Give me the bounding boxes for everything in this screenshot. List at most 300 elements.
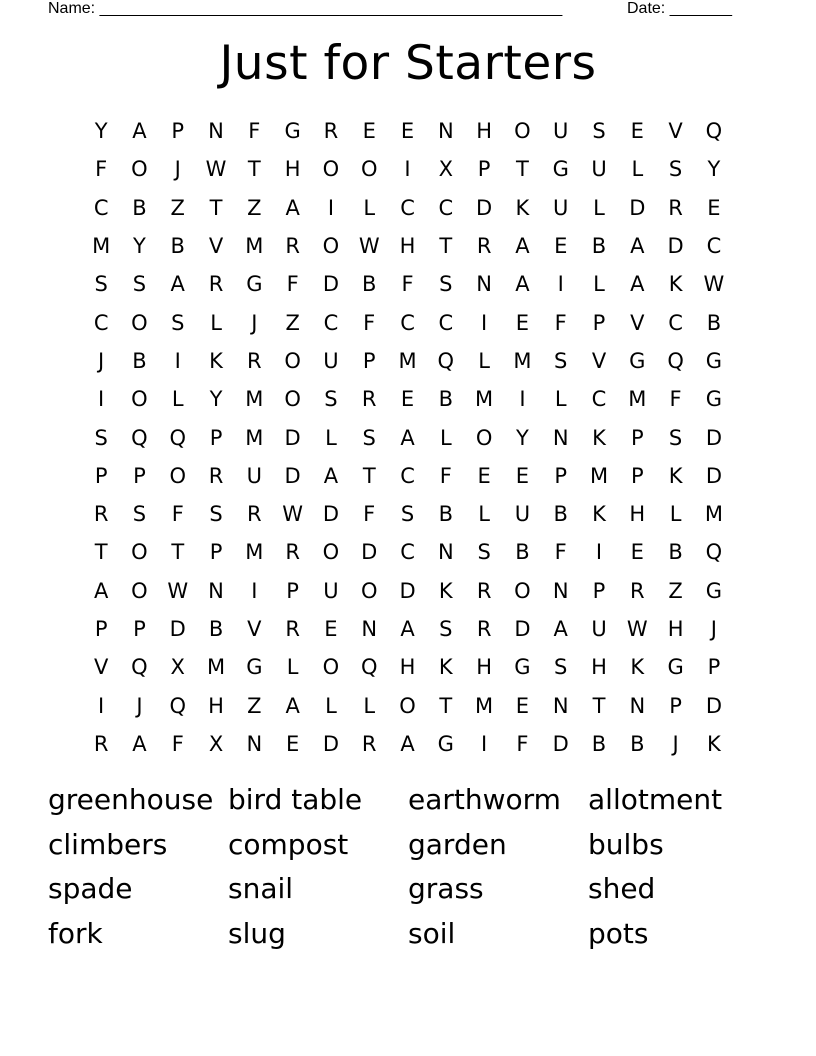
grid-letter[interactable]: O — [514, 119, 531, 144]
grid-letter[interactable]: B — [591, 731, 607, 756]
grid-letter[interactable]: C — [438, 195, 454, 220]
grid-letter[interactable]: H — [591, 655, 607, 680]
grid-letter[interactable]: A — [400, 617, 415, 641]
grid-letter[interactable]: S — [324, 387, 338, 412]
grid-letter[interactable]: C — [668, 310, 683, 335]
grid-letter[interactable]: T — [516, 157, 529, 182]
grid-letter[interactable]: D — [361, 540, 378, 565]
grid-letter[interactable]: S — [209, 502, 223, 527]
grid-letter[interactable]: M — [245, 234, 264, 259]
grid-letter[interactable]: F — [171, 502, 184, 527]
grid-letter[interactable]: R — [285, 540, 300, 565]
grid-letter[interactable]: L — [325, 425, 337, 450]
grid-letter[interactable]: E — [515, 310, 530, 335]
grid-letter[interactable]: M — [704, 502, 723, 527]
grid-letter[interactable]: F — [363, 502, 376, 527]
grid-letter[interactable]: G — [284, 119, 301, 144]
grid-letter[interactable]: A — [515, 234, 530, 259]
grid-letter[interactable]: I — [481, 310, 488, 335]
grid-letter[interactable]: I — [519, 387, 526, 412]
grid-letter[interactable]: U — [323, 578, 339, 603]
grid-letter[interactable]: J — [672, 731, 679, 756]
grid-letter[interactable]: A — [630, 272, 645, 297]
grid-letter[interactable]: C — [400, 540, 415, 565]
grid-letter[interactable]: W — [282, 502, 304, 527]
grid-letter[interactable]: N — [208, 119, 224, 144]
grid-letter[interactable]: Q — [705, 540, 723, 565]
grid-letter[interactable]: R — [361, 731, 377, 756]
grid-letter[interactable]: C — [706, 234, 722, 259]
grid-letter[interactable]: Y — [209, 387, 223, 412]
grid-letter[interactable]: K — [668, 463, 683, 488]
grid-letter[interactable]: U — [514, 502, 531, 527]
grid-letter[interactable]: J — [174, 157, 181, 182]
grid-letter[interactable]: T — [439, 234, 453, 259]
grid-letter[interactable]: P — [286, 578, 299, 603]
grid-letter[interactable]: V — [247, 617, 262, 641]
grid-letter[interactable]: M — [92, 234, 111, 259]
grid-letter[interactable]: B — [362, 272, 377, 297]
grid-letter[interactable]: M — [245, 387, 264, 412]
grid-letter[interactable]: W — [703, 272, 725, 297]
grid-letter[interactable]: B — [668, 540, 683, 565]
grid-letter[interactable]: B — [630, 731, 645, 756]
grid-letter[interactable]: M — [206, 655, 226, 680]
grid-letter[interactable]: F — [248, 119, 261, 144]
grid-letter[interactable]: O — [284, 387, 301, 412]
grid-letter[interactable]: K — [668, 272, 683, 297]
grid-letter[interactable]: Q — [360, 655, 378, 680]
grid-letter[interactable]: P — [209, 540, 223, 565]
grid-letter[interactable]: M — [245, 540, 264, 565]
grid-letter[interactable]: E — [515, 463, 530, 488]
grid-letter[interactable]: Q — [169, 425, 186, 450]
grid-letter[interactable]: R — [476, 617, 492, 641]
grid-letter[interactable]: H — [476, 655, 493, 680]
grid-letter[interactable]: E — [707, 195, 721, 220]
grid-letter[interactable]: S — [362, 425, 376, 450]
grid-letter[interactable]: A — [132, 731, 147, 756]
grid-letter[interactable]: M — [628, 387, 647, 412]
grid-letter[interactable]: R — [247, 502, 262, 527]
grid-letter[interactable]: E — [630, 540, 644, 565]
grid-letter[interactable]: X — [438, 157, 454, 182]
grid-letter[interactable]: F — [363, 310, 376, 335]
grid-letter[interactable]: A — [630, 234, 645, 259]
grid-letter[interactable]: O — [322, 157, 340, 182]
grid-letter[interactable]: L — [593, 272, 605, 297]
grid-letter[interactable]: P — [171, 119, 185, 144]
grid-letter[interactable]: R — [476, 234, 492, 259]
grid-letter[interactable]: E — [362, 119, 376, 144]
grid-letter[interactable]: R — [93, 502, 109, 527]
grid-letter[interactable]: A — [553, 617, 568, 641]
grid-letter[interactable]: V — [591, 348, 607, 373]
grid-letter[interactable]: O — [169, 463, 186, 488]
grid-letter[interactable]: H — [667, 617, 684, 641]
grid-row — [82, 457, 733, 495]
grid-letter[interactable]: D — [322, 731, 340, 756]
grid-letter[interactable]: D — [705, 693, 722, 718]
grid-letter[interactable]: G — [246, 655, 263, 680]
grid-letter[interactable]: B — [170, 234, 185, 259]
grid-letter[interactable]: P — [592, 310, 606, 335]
grid-letter[interactable]: A — [323, 463, 339, 488]
grid-letter[interactable]: O — [360, 578, 378, 603]
grid-letter[interactable]: E — [477, 463, 491, 488]
grid-letter[interactable]: M — [245, 425, 264, 450]
grid-letter[interactable]: G — [667, 655, 684, 680]
grid-letter[interactable]: L — [554, 387, 567, 412]
grid-letter[interactable]: S — [554, 348, 568, 373]
grid-letter[interactable]: T — [362, 463, 376, 488]
word-list-item: earthworm — [408, 783, 561, 816]
grid-letter[interactable]: G — [552, 157, 569, 182]
grid-letter[interactable]: A — [170, 272, 185, 297]
grid-letter[interactable]: O — [131, 578, 148, 603]
grid-letter[interactable]: Q — [705, 119, 723, 144]
grid-letter[interactable]: E — [400, 387, 415, 412]
grid-letter[interactable]: B — [208, 617, 224, 641]
grid-row — [82, 189, 733, 227]
grid-letter[interactable]: S — [94, 425, 108, 450]
grid-letter[interactable]: H — [284, 157, 301, 182]
grid-letter[interactable]: O — [322, 655, 340, 680]
grid-letter[interactable]: P — [477, 157, 491, 182]
grid-letter[interactable]: L — [325, 693, 337, 718]
grid-letter[interactable]: P — [630, 463, 644, 488]
grid-letter[interactable]: O — [284, 348, 301, 373]
grid-letter[interactable]: U — [323, 348, 339, 373]
grid-letter[interactable]: L — [593, 195, 605, 220]
grid-letter[interactable]: G — [705, 578, 723, 603]
grid-letter[interactable]: V — [630, 310, 645, 335]
grid-letter[interactable]: L — [363, 693, 376, 718]
grid-letter[interactable]: O — [399, 693, 416, 718]
grid-letter[interactable]: L — [631, 157, 644, 182]
grid-letter[interactable]: A — [515, 272, 530, 297]
grid-letter[interactable]: B — [438, 502, 454, 527]
grid-letter[interactable]: R — [668, 195, 683, 220]
word-list-item: bird table — [228, 783, 363, 816]
grid-letter[interactable]: R — [208, 463, 224, 488]
grid-letter[interactable]: N — [552, 693, 569, 718]
grid-letter[interactable]: T — [247, 157, 261, 182]
grid-letter[interactable]: D — [476, 195, 493, 220]
grid-letter[interactable]: A — [400, 731, 415, 756]
grid-letter[interactable]: N — [437, 540, 454, 565]
grid-letter[interactable]: Q — [667, 348, 684, 373]
grid-letter[interactable]: B — [591, 234, 607, 259]
grid-letter[interactable]: C — [93, 310, 109, 335]
grid-letter[interactable]: G — [629, 348, 646, 373]
grid-letter[interactable]: B — [553, 502, 568, 527]
grid-letter[interactable]: X — [170, 655, 185, 680]
grid-letter[interactable]: L — [210, 310, 222, 335]
grid-letter[interactable]: U — [553, 195, 569, 220]
grid-letter[interactable]: M — [475, 387, 494, 412]
grid-letter[interactable]: I — [98, 387, 105, 412]
grid-letter[interactable]: P — [209, 425, 223, 450]
grid-letter[interactable]: C — [400, 195, 415, 220]
grid-letter[interactable]: N — [437, 119, 454, 144]
grid-letter[interactable]: E — [400, 119, 415, 144]
grid-letter[interactable]: W — [358, 234, 380, 259]
grid-letter[interactable]: N — [476, 272, 492, 297]
grid-letter[interactable]: D — [705, 463, 722, 488]
grid-letter[interactable]: N — [208, 578, 224, 603]
grid-letter[interactable]: D — [284, 425, 301, 450]
grid-letter[interactable]: S — [668, 425, 683, 450]
grid-letter[interactable]: H — [476, 119, 493, 144]
grid-letter[interactable]: M — [398, 348, 417, 373]
grid-letter[interactable]: L — [669, 502, 682, 527]
grid-letter[interactable]: O — [322, 540, 340, 565]
grid-letter[interactable]: H — [208, 693, 224, 718]
grid-letter[interactable]: M — [513, 348, 532, 373]
grid-letter[interactable]: P — [630, 425, 644, 450]
grid-letter[interactable]: A — [285, 693, 300, 718]
grid-letter[interactable]: S — [94, 272, 108, 297]
grid-letter[interactable]: B — [132, 348, 147, 373]
grid-letter[interactable]: Z — [285, 310, 300, 335]
grid-letter[interactable]: H — [629, 502, 646, 527]
grid-letter[interactable]: N — [629, 693, 646, 718]
grid-letter[interactable]: B — [132, 195, 147, 220]
grid-letter[interactable]: N — [246, 731, 263, 756]
grid-letter[interactable]: J — [710, 617, 717, 641]
grid-letter[interactable]: F — [439, 463, 452, 488]
grid-letter[interactable]: D — [322, 502, 340, 527]
grid-letter[interactable]: K — [438, 578, 453, 603]
grid-letter[interactable]: Y — [516, 425, 529, 450]
grid-row — [82, 303, 733, 341]
grid-letter[interactable]: D — [705, 425, 722, 450]
grid-letter[interactable]: M — [589, 463, 609, 488]
grid-letter[interactable]: O — [514, 578, 531, 603]
grid-letter[interactable]: I — [251, 578, 258, 603]
grid-letter[interactable]: H — [399, 655, 416, 680]
grid-letter[interactable]: R — [247, 348, 262, 373]
grid-letter[interactable]: Z — [247, 693, 262, 718]
grid-letter[interactable]: S — [132, 502, 147, 527]
grid-letter[interactable]: L — [286, 655, 299, 680]
grid-letter[interactable]: I — [595, 540, 603, 565]
grid-row — [82, 648, 733, 686]
grid-letter[interactable]: C — [400, 463, 415, 488]
grid-letter[interactable]: Y — [133, 234, 146, 259]
grid-letter[interactable]: I — [557, 272, 564, 297]
grid-letter[interactable]: T — [94, 540, 108, 565]
grid-letter[interactable]: D — [284, 463, 301, 488]
grid-letter[interactable]: V — [93, 655, 109, 680]
grid-letter[interactable]: C — [400, 310, 415, 335]
grid-letter[interactable]: L — [439, 425, 452, 450]
grid-letter[interactable]: F — [286, 272, 299, 297]
grid-letter[interactable]: O — [360, 157, 378, 182]
grid-letter[interactable]: T — [592, 693, 606, 718]
grid-letter[interactable]: L — [363, 195, 376, 220]
grid-letter[interactable]: A — [132, 119, 147, 144]
grid-letter[interactable]: T — [209, 195, 223, 220]
grid-letter[interactable]: W — [205, 157, 227, 182]
grid-letter[interactable]: K — [515, 195, 530, 220]
grid-letter[interactable]: Z — [668, 578, 683, 603]
grid-letter[interactable]: P — [592, 578, 606, 603]
grid-letter[interactable]: F — [171, 731, 184, 756]
grid-letter[interactable]: U — [591, 617, 607, 641]
grid-letter[interactable]: S — [439, 272, 453, 297]
grid-letter[interactable]: O — [131, 387, 148, 412]
grid-letter[interactable]: J — [251, 310, 258, 335]
grid-letter[interactable]: D — [629, 195, 646, 220]
grid-letter[interactable]: B — [706, 310, 722, 335]
grid-letter[interactable]: D — [667, 234, 684, 259]
grid-letter[interactable]: E — [554, 234, 568, 259]
grid-letter[interactable]: S — [400, 502, 415, 527]
grid-letter[interactable]: R — [208, 272, 224, 297]
grid-letter[interactable]: B — [438, 387, 454, 412]
grid-letter[interactable]: F — [95, 157, 108, 182]
grid-letter[interactable]: I — [481, 731, 488, 756]
grid-letter[interactable]: Z — [170, 195, 185, 220]
date-field-label[interactable]: Date: _______ — [627, 0, 732, 17]
grid-letter[interactable]: E — [285, 731, 300, 756]
grid-letter[interactable]: D — [169, 617, 186, 641]
grid-letter[interactable]: R — [93, 731, 109, 756]
grid-letter[interactable]: O — [322, 234, 340, 259]
grid-letter[interactable]: A — [285, 195, 300, 220]
grid-letter[interactable]: S — [592, 119, 606, 144]
grid-letter[interactable]: K — [438, 655, 453, 680]
grid-letter[interactable]: J — [136, 693, 143, 718]
grid-letter[interactable]: R — [323, 119, 339, 144]
grid-letter[interactable]: Y — [707, 157, 721, 182]
grid-letter[interactable]: Q — [131, 425, 148, 450]
grid-letter[interactable]: W — [626, 617, 648, 641]
grid-letter[interactable]: R — [476, 578, 492, 603]
grid-letter[interactable]: C — [591, 387, 607, 412]
grid-letter[interactable]: O — [131, 540, 148, 565]
grid-letter[interactable]: P — [133, 617, 146, 641]
grid-letter[interactable]: P — [94, 463, 108, 488]
grid-letter[interactable]: N — [552, 425, 569, 450]
grid-letter[interactable]: G — [705, 348, 723, 373]
grid-letter[interactable]: I — [327, 195, 335, 220]
grid-letter[interactable]: F — [554, 540, 567, 565]
grid-letter[interactable]: D — [552, 731, 569, 756]
grid-letter[interactable]: H — [399, 234, 416, 259]
grid-letter[interactable]: Q — [131, 655, 148, 680]
grid-letter[interactable]: S — [132, 272, 147, 297]
grid-letter[interactable]: C — [323, 310, 339, 335]
grid-letter[interactable]: E — [515, 693, 530, 718]
grid-letter[interactable]: S — [554, 655, 568, 680]
grid-letter[interactable]: G — [437, 731, 454, 756]
grid-letter[interactable]: W — [167, 578, 189, 603]
grid-letter[interactable]: R — [630, 578, 645, 603]
grid-letter[interactable]: X — [208, 731, 224, 756]
grid-letter[interactable]: O — [475, 425, 493, 450]
grid-letter[interactable]: K — [707, 731, 721, 756]
grid-letter[interactable]: P — [669, 693, 682, 718]
grid-letter[interactable]: Z — [247, 195, 262, 220]
grid-letter[interactable]: B — [515, 540, 530, 565]
grid-letter[interactable]: P — [362, 348, 376, 373]
grid-letter[interactable]: I — [174, 348, 181, 373]
grid-letter[interactable]: S — [477, 540, 491, 565]
grid-letter[interactable]: D — [514, 617, 531, 641]
grid-letter[interactable]: K — [630, 655, 645, 680]
grid-letter[interactable]: D — [399, 578, 416, 603]
grid-letter[interactable]: J — [98, 348, 105, 373]
grid-letter[interactable]: F — [669, 387, 682, 412]
grid-letter[interactable]: K — [209, 348, 223, 373]
grid-letter[interactable]: U — [246, 463, 263, 488]
grid-letter[interactable]: G — [705, 387, 723, 412]
grid-letter[interactable]: K — [592, 425, 606, 450]
word-list-item: grass — [408, 872, 484, 905]
grid-letter[interactable]: Q — [169, 693, 186, 718]
grid-row — [82, 495, 733, 533]
grid-letter[interactable]: K — [592, 502, 606, 527]
grid-letter[interactable]: F — [554, 310, 567, 335]
grid-letter[interactable]: Y — [94, 119, 108, 144]
grid-letter[interactable]: R — [285, 234, 300, 259]
grid-letter[interactable]: L — [478, 348, 490, 373]
grid-letter[interactable]: I — [404, 157, 411, 182]
grid-letter[interactable]: I — [98, 693, 105, 718]
grid-letter[interactable]: D — [322, 272, 340, 297]
grid-letter[interactable]: O — [131, 157, 148, 182]
grid-letter[interactable]: E — [630, 119, 644, 144]
grid-letter[interactable]: Q — [437, 348, 455, 373]
grid-row — [82, 227, 733, 265]
grid-letter[interactable]: E — [324, 617, 338, 641]
grid-letter[interactable]: T — [171, 540, 185, 565]
grid-letter[interactable]: G — [514, 655, 531, 680]
grid-letter[interactable]: P — [707, 655, 721, 680]
grid-letter[interactable]: F — [401, 272, 414, 297]
grid-letter[interactable]: C — [438, 310, 454, 335]
grid-letter[interactable]: S — [668, 157, 683, 182]
grid-letter[interactable]: S — [171, 310, 185, 335]
grid-letter[interactable]: O — [131, 310, 148, 335]
grid-letter[interactable]: R — [361, 387, 377, 412]
grid-letter[interactable]: C — [93, 195, 109, 220]
grid-letter[interactable]: S — [439, 617, 453, 641]
grid-letter[interactable]: V — [668, 119, 683, 144]
grid-letter[interactable]: N — [552, 578, 569, 603]
grid-letter[interactable]: P — [554, 463, 568, 488]
grid-letter[interactable]: R — [285, 617, 300, 641]
grid-letter[interactable]: L — [478, 502, 490, 527]
grid-letter[interactable]: G — [246, 272, 263, 297]
grid-letter[interactable]: L — [171, 387, 184, 412]
grid-letter[interactable]: A — [93, 578, 109, 603]
name-field-label[interactable]: Name: ____________________________________________________ — [48, 0, 563, 17]
grid-letter[interactable]: T — [439, 693, 453, 718]
grid-letter[interactable]: V — [208, 234, 224, 259]
grid-letter[interactable]: P — [94, 617, 108, 641]
grid-letter[interactable]: U — [591, 157, 607, 182]
grid-letter[interactable]: N — [361, 617, 378, 641]
grid-letter[interactable]: U — [553, 119, 569, 144]
grid-letter[interactable]: A — [400, 425, 415, 450]
grid-letter[interactable]: M — [475, 693, 494, 718]
grid-letter[interactable]: P — [133, 463, 146, 488]
grid-letter[interactable]: F — [516, 731, 529, 756]
